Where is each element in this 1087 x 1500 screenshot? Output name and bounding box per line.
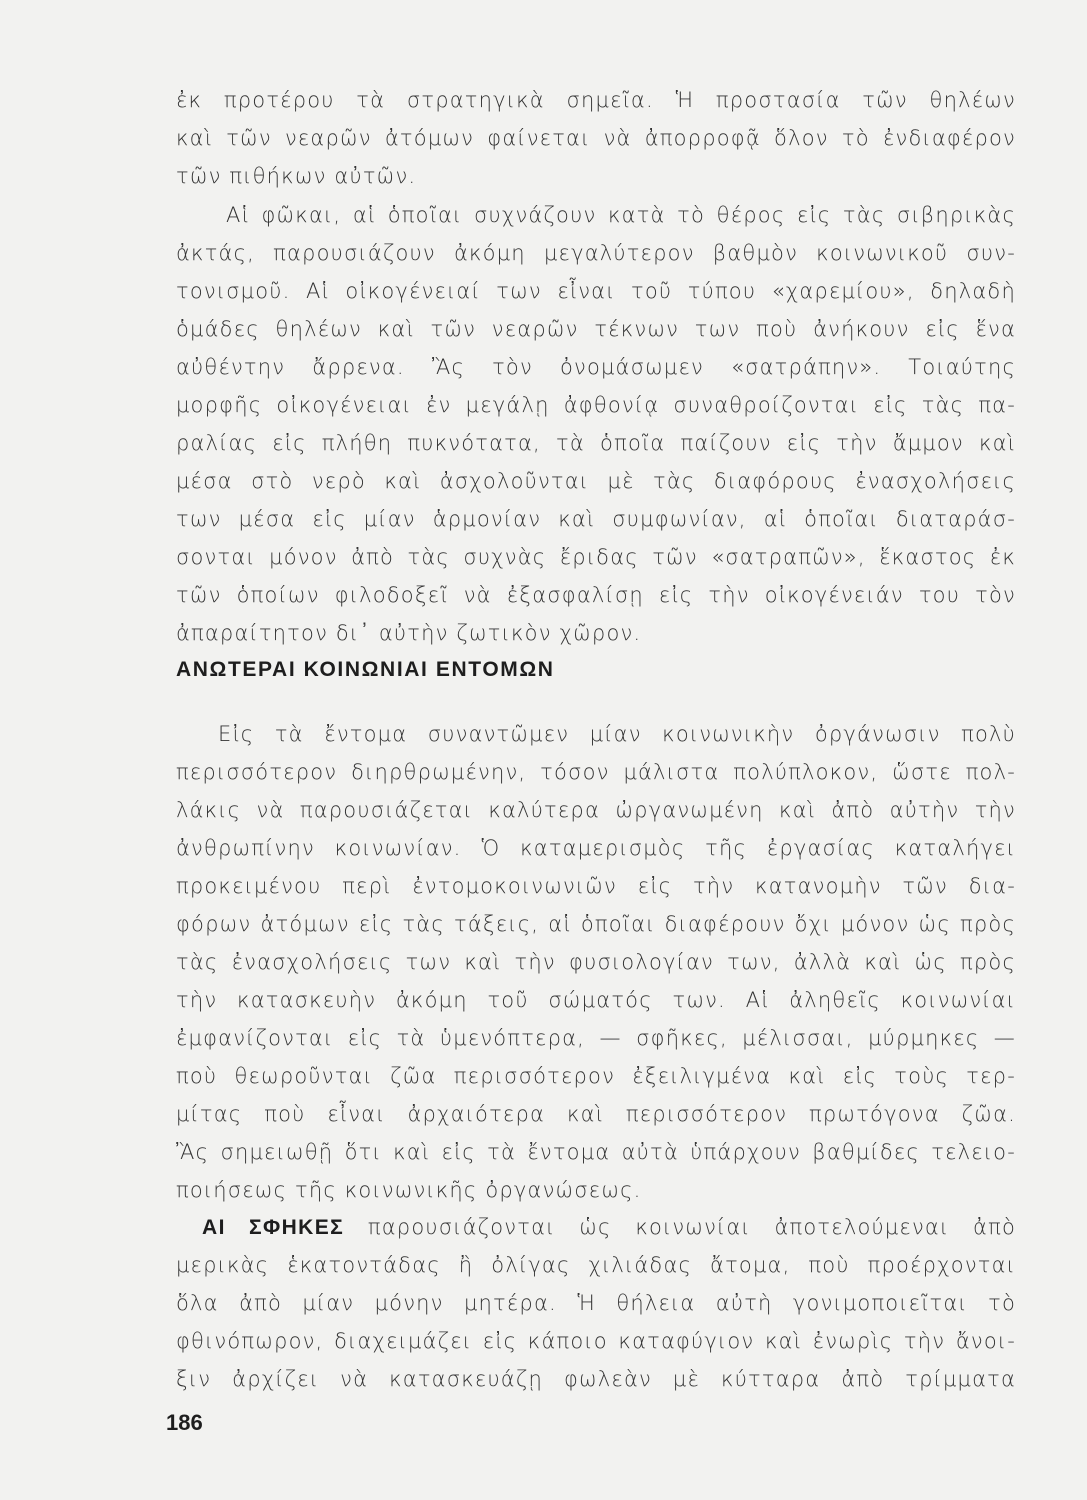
paragraph-line: ἐκ προτέρου τὰ στρατηγικὰ σημεῖα. Ἡ προστασία τῶν θηλέων	[176, 88, 1016, 112]
paragraph-line: αὐθέντην ἄρρενα. Ἂς τὸν ὀνομάσωμεν «σατράπην». Τοιαύτης	[176, 355, 1016, 379]
paragraph-line: ἀνθρωπίνην κοινωνίαν. Ὁ καταμερισμὸς τῆς ἐργασίας καταλήγει	[176, 836, 1016, 860]
paragraph-line: ξιν ἀρχίζει νὰ κατασκευάζῃ φωλεὰν μὲ κύτταρα ἀπὸ τρίμματα	[176, 1367, 1016, 1391]
paragraph-line: Εἰς τὰ ἔντομα συναντῶμεν μίαν κοινωνικὴν ὀργάνωσιν πολὺ	[218, 722, 1016, 746]
paragraph-line: περισσότερον διηρθρωμένην, τόσον μάλιστα πολύπλοκον, ὥστε πολ-	[176, 760, 1016, 784]
paragraph-line-rest: παρουσιάζονται ὡς κοινωνίαι ἀποτελούμεναι ἀπὸ	[367, 1215, 1016, 1239]
paragraph-2	[176, 196, 1016, 652]
paragraph-line: ποὺ θεωροῦνται ζῶα περισσότερον ἐξειλιγμένα καὶ εἰς τοὺς τερ-	[176, 1064, 1016, 1088]
paragraph-line: προκειμένου περὶ ἐντομοκοινωνιῶν εἰς τὴν κατανομὴν τῶν δια-	[176, 874, 1016, 898]
paragraph-line: ἀκτάς, παρουσιάζουν ἀκόμη μεγαλύτερον βαθμὸν κοινωνικοῦ συν-	[176, 241, 1016, 265]
paragraph-line: ἐμφανίζονται εἰς τὰ ὑμενόπτερα, — σφῆκες, μέλισσαι, μύρμηκες —	[176, 1026, 1016, 1050]
paragraph-line: φθινόπωρον, διαχειμάζει εἰς κάποιο καταφύγιον καὶ ἐνωρὶς τὴν ἄνοι-	[176, 1329, 1016, 1353]
paragraph-line: ὅλα ἀπὸ μίαν μόνην μητέρα. Ἡ θήλεια αὐτὴ γονιμοποιεῖται τὸ	[176, 1291, 1016, 1315]
paragraph-line: μέσα στὸ νερὸ καὶ ἀσχολοῦνται μὲ τὰς διαφόρους ἐνασχολήσεις	[176, 469, 1016, 493]
section-heading: ΑΝΩΤΕΡΑΙ ΚΟΙΝΩΝΙΑΙ ΕΝΤΟΜΩΝ	[176, 658, 555, 681]
paragraph-1	[176, 81, 1016, 195]
paragraph-line: τῶν ὁποίων φιλοδοξεῖ νὰ ἐξασφαλίσῃ εἰς τὴν οἰκογένειάν του τὸν	[176, 583, 1016, 607]
paragraph-line	[176, 1208, 1016, 1246]
page-number: 186	[166, 1410, 203, 1435]
paragraph-line: ὁμάδες θηλέων καὶ τῶν νεαρῶν τέκνων των ποὺ ἀνήκουν εἰς ἕνα	[176, 317, 1016, 341]
paragraph-line: τὰς ἐνασχολήσεις των καὶ τὴν φυσιολογίαν των, ἀλλὰ καὶ ὡς πρὸς	[176, 950, 1016, 974]
paragraph-line: μερικὰς ἑκατοντάδας ἢ ὀλίγας χιλιάδας ἄτομα, ποὺ προέρχονται	[176, 1253, 1016, 1277]
paragraph-line: μορφῆς οἰκογένειαι ἐν μεγάλῃ ἀφθονίᾳ συναθροίζονται εἰς τὰς πα-	[176, 393, 1016, 417]
paragraph-line: ραλίας εἰς πλήθη πυκνότατα, τὰ ὁποῖα παίζουν εἰς τὴν ἄμμον καὶ	[176, 431, 1016, 455]
paragraph-line: ἀπαραίτητον δι᾽ αὐτὴν ζωτικὸν χῶρον.	[176, 621, 642, 645]
paragraph-3	[176, 715, 1016, 1209]
paragraph-lead: ΑΙ ΣΦΗΚΕΣ	[202, 1216, 345, 1239]
paragraph-line: σονται μόνον ἀπὸ τὰς συχνὰς ἔριδας τῶν «σατραπῶν», ἕκαστος ἐκ	[176, 545, 1016, 569]
paragraph-line: Ἂς σημειωθῇ ὅτι καὶ εἰς τὰ ἔντομα αὐτὰ ὑπάρχουν βαθμίδες τελειο-	[176, 1140, 1016, 1164]
paragraph-line: τονισμοῦ. Αἱ οἰκογένειαί των εἶναι τοῦ τύπου «χαρεμίου», δηλαδὴ	[176, 279, 1016, 303]
paragraph-line: λάκις νὰ παρουσιάζεται καλύτερα ὠργανωμένη καὶ ἀπὸ αὐτὴν τὴν	[176, 798, 1016, 822]
paragraph-line: μίτας ποὺ εἶναι ἀρχαιότερα καὶ περισσότερον πρωτόγονα ζῶα.	[176, 1102, 1016, 1126]
paragraph-line: τῶν πιθήκων αὐτῶν.	[176, 164, 417, 188]
paragraph-line: καὶ τῶν νεαρῶν ἀτόμων φαίνεται νὰ ἀπορροφᾷ ὅλον τὸ ἐνδιαφέρον	[176, 126, 1016, 150]
paragraph-line: Αἱ φῶκαι, αἱ ὁποῖαι συχνάζουν κατὰ τὸ θέρος εἰς τὰς σιβηρικὰς	[226, 203, 1016, 227]
paragraph-line: των μέσα εἰς μίαν ἁρμονίαν καὶ συμφωνίαν, αἱ ὁποῖαι διαταράσ-	[176, 507, 1016, 531]
paragraph-line: ποιήσεως τῆς κοινωνικῆς ὀργανώσεως.	[176, 1178, 642, 1202]
paragraph-line: τὴν κατασκευὴν ἀκόμη τοῦ σώματός των. Αἱ ἀληθεῖς κοινωνίαι	[176, 988, 1016, 1012]
paragraph-line: φόρων ἀτόμων εἰς τὰς τάξεις, αἱ ὁποῖαι διαφέρουν ὄχι μόνον ὡς πρὸς	[176, 912, 1016, 936]
paragraph-4	[176, 1208, 1016, 1398]
